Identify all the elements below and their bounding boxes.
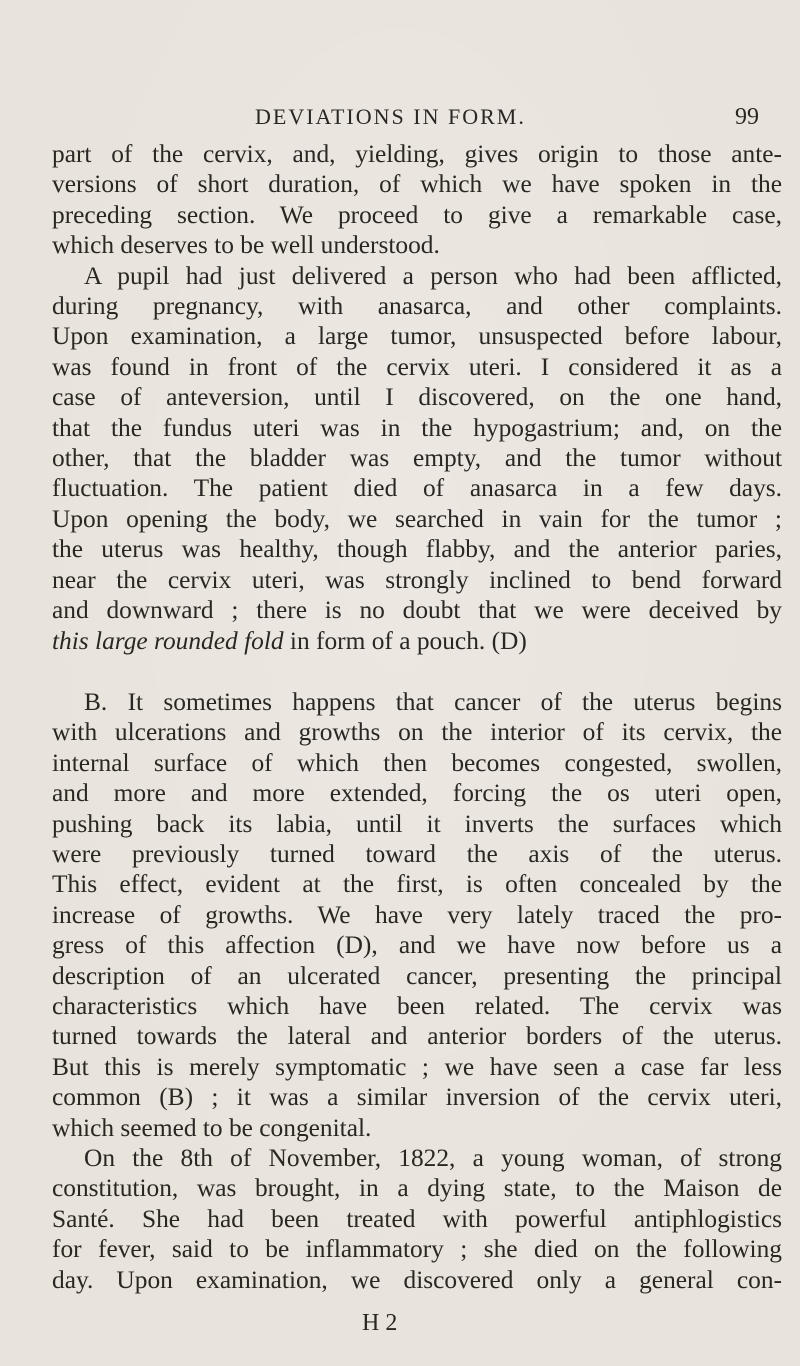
- text-line: near the cervix uteri, was strongly inclined to bend forward: [52, 565, 782, 594]
- text-line: other, that the bladder was empty, and the tumor without: [52, 444, 782, 473]
- text-line: internal surface of which then becomes congested, swollen,: [52, 748, 782, 777]
- text-line: with ulcerations and growths on the interior of its cervix, the: [52, 718, 782, 747]
- paragraph-1: [52, 139, 782, 261]
- text-line: which seemed to be congenital.: [52, 1113, 372, 1142]
- body-text: [52, 139, 782, 1295]
- text-line: which deserves to be well understood.: [52, 231, 440, 260]
- paragraph-gap: [52, 656, 782, 687]
- text-line: A pupil had just delivered a person who had been afflicted,: [84, 261, 782, 290]
- text-line: case of anteversion, until I discovered, on the one hand,: [52, 383, 782, 412]
- text-line: Santé. She had been treated with powerful antiphlogistics: [52, 1204, 782, 1233]
- signature-mark: H 2: [362, 1310, 398, 1336]
- text-line: B. It sometimes happens that cancer of the uterus begins: [84, 687, 782, 716]
- text-line: during pregnancy, with anasarca, and other complaints.: [52, 292, 782, 321]
- text-line: day. Upon examination, we discovered only a general con-: [52, 1265, 782, 1294]
- text-line: This effect, evident at the first, is often concealed by the: [52, 870, 782, 899]
- text-line: Upon examination, a large tumor, unsuspected before labour,: [52, 322, 782, 351]
- text-line: that the fundus uteri was in the hypogastrium; and, on the: [52, 413, 782, 442]
- italic-phrase: this large rounded fold: [52, 626, 284, 655]
- paragraph-2: [52, 261, 782, 656]
- text-line: fluctuation. The patient died of anasarca in a few days.: [52, 474, 782, 503]
- text-line: the uterus was healthy, though flabby, and the anterior paries,: [52, 535, 782, 564]
- text-line: were previously turned toward the axis of the uterus.: [52, 839, 782, 868]
- page-header: [0, 104, 800, 138]
- text-line: for fever, said to be inflammatory ; she died on the following: [52, 1235, 782, 1264]
- text-line: Upon opening the body, we searched in vain for the tumor ;: [52, 504, 782, 533]
- text-line: constitution, was brought, in a dying state, to the Maison de: [52, 1174, 782, 1203]
- running-head: DEVIATIONS IN FORM.: [255, 104, 526, 129]
- paragraph-3: [52, 687, 782, 1143]
- text-line: characteristics which have been related. The cervix was: [52, 991, 782, 1020]
- text-line: But this is merely symptomatic ; we have seen a case far less: [52, 1052, 782, 1081]
- text-line: preceding section. We proceed to give a remarkable case,: [52, 200, 782, 229]
- text-fragment: in form of a pouch. (D): [283, 626, 527, 655]
- text-line: was found in front of the cervix uteri. I considered it as a: [52, 352, 782, 381]
- text-line: description of an ulcerated cancer, presenting the principal: [52, 961, 782, 990]
- page-number: 99: [735, 104, 759, 130]
- text-line: and more and more extended, forcing the os uteri open,: [52, 779, 782, 808]
- text-line-last: [52, 626, 782, 656]
- text-line: versions of short duration, of which we have spoken in the: [52, 170, 782, 199]
- text-line: pushing back its labia, until it inverts the surfaces which: [52, 809, 782, 838]
- text-line: gress of this affection (D), and we have now before us a: [52, 931, 782, 960]
- text-line: On the 8th of November, 1822, a young woman, of strong: [84, 1144, 782, 1172]
- text-line: turned towards the lateral and anterior borders of the uterus.: [52, 1022, 782, 1051]
- text-line: increase of growths. We have very lately traced the pro-: [52, 900, 782, 929]
- text-line: common (B) ; it was a similar inversion of the cervix uteri,: [52, 1083, 782, 1112]
- paragraph-4: [52, 1143, 782, 1295]
- text-line: and downward ; there is no doubt that we were deceived by: [52, 596, 782, 625]
- text-line: part of the cervix, and, yielding, gives origin to those ante-: [52, 140, 782, 168]
